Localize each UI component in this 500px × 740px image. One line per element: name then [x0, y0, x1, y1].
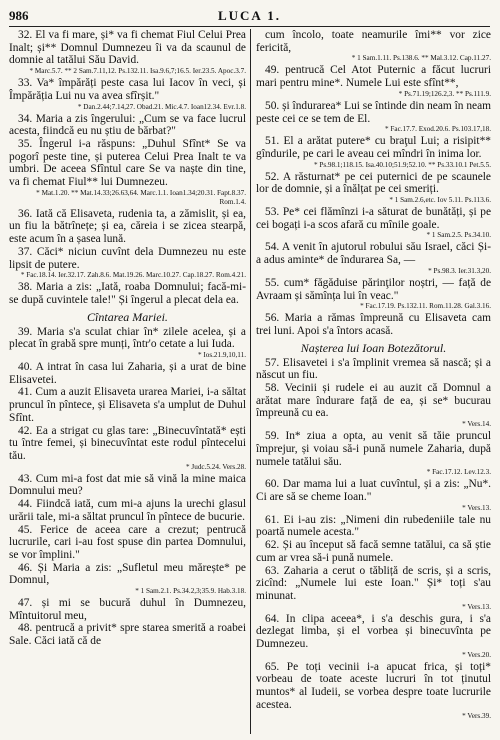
verse-text: 52. A răsturnat* pe cei puternici de pe scaunele lor de domnie, și a înălțat pe cei smeriți.: [256, 170, 491, 196]
verse: [9, 326, 246, 351]
cross-reference: * Dan.2.44;7.14,27. Obad.21. Mic.4.7. Ioan12.34. Evr.1.8.: [77, 102, 246, 111]
page-title: LUCA 1.: [217, 8, 282, 23]
verse-text: 46. Și Maria a zis: „Sufletul meu mărește* pe Domnul,: [9, 561, 246, 587]
verse: [256, 29, 491, 54]
cross-reference: * Vers.13.: [462, 602, 491, 611]
cross-reference: * 1 Sam.2.5. Ps.34.10.: [426, 231, 491, 240]
cross-reference: * Marc.5.7. ** 2 Sam.7.11,12. Ps.132.11. Isa.9.6,7;16.5. Ier.23.5. Apoc.3.7.: [29, 67, 246, 76]
verse-text: 38. Maria a zis: „Iată, roaba Domnului; facă-mi-se după cuvintele tale!" Și îngerul a plecat dela ea.: [9, 281, 246, 306]
verse-text: 59. In* ziua a opta, au venit să tăie pruncul împrejur, și voiau să-i pună numele Zaharia, după numele tatălui său.: [256, 430, 491, 468]
cross-reference: * Ps.98.3. Ier.31.3,20.: [428, 266, 491, 275]
verse-text: 44. Fiindcă iată, cum mi-a ajuns la urechi glasul urării tale, mi-a săltat pruncul în pîntece de bucurie.: [9, 498, 246, 523]
verse-text: 39. Maria s'a sculat chiar în* zilele acelea, și a plecat în grabă spre munți, într'o cetate a lui Iuda.: [9, 325, 246, 351]
verse: [9, 498, 246, 523]
verse-text: 33. Va* împărăți peste casa lui Iacov în veci, și Împărăția Lui nu va avea sfîrșit.": [9, 77, 246, 102]
verse-text: 45. Ferice de aceea care a crezut; pentrucă lucrurile, cari i-au fost spuse din partea Domnului, se vor împlini.": [9, 523, 246, 561]
verse: [9, 77, 246, 102]
verse: [256, 357, 491, 382]
right-column: [256, 29, 491, 734]
verse-text: 49. pentrucă Cel Atot Puternic a făcut lucruri mari pentru mine*. Numele Lui este sfînt**,: [256, 64, 491, 90]
verse-text: cum încolo, toate neamurile îmi** vor zice fericită,: [256, 29, 491, 54]
verse: [256, 565, 491, 603]
verse-text: 56. Maria a rămas împreună cu Elisaveta cam trei luni. Apoi s'a întors acasă.: [256, 312, 491, 337]
cross-reference: * Fac.17.7. Exod.20.6. Ps.103.17,18.: [384, 125, 491, 134]
verse: [256, 171, 491, 196]
verse: [256, 277, 491, 302]
left-column: [9, 29, 246, 734]
verse: [256, 241, 491, 266]
verse: [256, 100, 491, 125]
cross-reference: * Vers.20.: [462, 650, 491, 659]
verse-text: 58. Vecinii și rudele ei au auzit că Domnul a arătat mare îndurare față de ea, și se* bucurau împreună cu ea.: [256, 382, 491, 420]
verse: [9, 473, 246, 498]
verse: [9, 597, 246, 622]
verse-text: 50. și îndurarea* Lui se întinde din neam în neam peste cei ce se tem de El.: [256, 99, 491, 125]
verse: [9, 386, 246, 424]
verse: [256, 661, 491, 712]
cross-reference: * Judc.5.24. Vers.28.: [186, 462, 246, 471]
verse: [256, 430, 491, 468]
verse: [9, 113, 246, 138]
verse: [9, 281, 246, 306]
verse-text: 42. Ea a strigat cu glas tare: „Binecuvîntată* ești tu între femei, și binecuvîntat este rodul pîntecelui tău.: [9, 424, 246, 462]
cross-reference: * 1 Sam.2.6,etc. Iov 5.11. Ps.113.6.: [389, 196, 491, 205]
verse-text: 63. Zaharia a cerut o tăbliță de scris, și a scris, zicînd: „Numele lui este Ioan." Și* toți s'au minunat.: [256, 564, 491, 602]
cross-reference: * Fac.17.19. Ps.132.11. Rom.11.28. Gal.3.16.: [360, 302, 491, 311]
cross-reference: * 1 Sam.2.1. Ps.34.2,3;35.9. Hab.3.18.: [135, 587, 246, 596]
verse-text: 35. Îngerul i-a răspuns: „Duhul Sfînt* Se va pogorî peste tine, și puterea Celui Prea Inalt te va umbri. De aceea Sfîntul care Se va naște din tine, va fi chemat Fiul** lui Dumnezeu.: [9, 137, 246, 189]
cross-reference: * 1 Sam.1.11. Ps.138.6. ** Mal.3.12. Cap.11.27.: [351, 54, 491, 63]
cross-reference: * Ps.98.1;118.15. Isa.40.10;51.9;52.10. ** Ps.33.10.1 Pet.5.5.: [313, 160, 491, 169]
verse: [256, 478, 491, 503]
verse: [256, 613, 491, 651]
verse-text: 60. Dar mama lui a luat cuvîntul, și a zis: „Nu*. Ci are să se cheme Ioan.": [256, 478, 491, 503]
verse: [256, 382, 491, 420]
verse-text: 32. El va fi mare, și* va fi chemat Fiul Celui Prea Inalt; și** Domnul Dumnezeu îi va da scaunul de domnie al tatălui Său David.: [9, 29, 246, 67]
cross-reference: * Fac.17.12. Lev.12.3.: [426, 468, 491, 477]
verse-text: 54. A venit în ajutorul robului său Israel, căci Și-a adus aminte* de îndurarea Sa, —: [256, 241, 491, 267]
header-rule: [9, 26, 490, 27]
verse: [9, 208, 246, 246]
page-number: 986: [9, 8, 29, 23]
verse: [9, 562, 246, 587]
verse-text: 62. Și au început să facă semne tatălui, ca să știe cum ar vrea să-i pună numele.: [256, 539, 491, 564]
cross-reference: * Mat.1.20. ** Mat.14.33;26.63,64. Marc.1.1. Ioan1.34;20.31. Fapt.8.37. Rom.1.4.: [36, 188, 246, 206]
page-header: [9, 8, 490, 24]
verse: [256, 312, 491, 337]
section-heading: Nașterea lui Ioan Botezătorul.: [300, 340, 447, 355]
verse: [256, 135, 491, 160]
verse: [256, 539, 491, 564]
verse-text: 37. Căci* niciun cuvînt dela Dumnezeu nu este lipsit de putere.: [9, 245, 246, 271]
verse-text: 55. cum* făgăduise părinţilor noștri, — față de Avraam și sămînța lui în veac.": [256, 276, 491, 302]
verse: [256, 206, 491, 231]
verse: [9, 361, 246, 386]
verse: [9, 138, 246, 189]
verse: [9, 524, 246, 562]
section-heading: Cîntarea Mariei.: [87, 309, 168, 324]
verse-text: 40. A intrat în casa lui Zaharia, și a urat de bine Elisavetei.: [9, 361, 246, 386]
verse-text: 36. Iată că Elisaveta, rudenia ta, a zămislit, și ea, un fiu la bătrînețe; și ea, căreia i se zicea stearpă, este acum în a șasea lună.: [9, 207, 246, 246]
verse-text: 34. Maria a zis îngerului: „Cum se va face lucrul acesta, fiindcă eu nu știu de bărbat?": [9, 112, 246, 138]
verse-text: 64. In clipa aceea*, i s'a deschis gura, i s'a dezlegat limba, și el vorbea și binecuvînta pe Dumnezeu.: [256, 612, 491, 651]
verse-text: 51. El a arătat putere* cu braţul Lui; a risipit** gîndurile, pe cari le aveau cei mîndri în inima lor.: [256, 135, 491, 160]
cross-reference: * Ps.71.19;126.2,3. ** Ps.111.9.: [398, 89, 491, 98]
verse-text: 41. Cum a auzit Elisaveta urarea Mariei, i-a săltat pruncul în pîntece, și Elisaveta s'a umplut de Duhul Sfînt.: [9, 386, 246, 424]
verse-text: 48. pentrucă a privit* spre starea smerită a roabei Sale. Căci iată că de: [9, 622, 246, 648]
verse-text: 61. Ei i-au zis: „Nimeni din rubedeniile tale nu poartă numele acesta.": [256, 513, 491, 539]
verse: [256, 514, 491, 539]
cross-reference: * Ios.21.9,10,11.: [197, 351, 246, 360]
verse: [9, 246, 246, 271]
verse-text: 65. Pe toți vecinii i-a apucat frica, și toți* vorbeau de toate aceste lucruri în tot ținutul muntos* al Iudeii, se vorbea despre toate lucrurile acestea.: [256, 660, 491, 711]
verse-text: 47. și mi se bucură duhul în Dumnezeu, Mîntuitorul meu,: [9, 597, 246, 622]
column-divider: [250, 29, 251, 734]
verse: [9, 425, 246, 463]
verse-text: 43. Cum mi-a fost dat mie să vină la mine maica Domnului meu?: [9, 472, 246, 498]
verse: [9, 622, 246, 647]
verse: [256, 64, 491, 89]
verse-text: 57. Elisavetei i s'a împlinit vremea să nască; și a născut un fiu.: [256, 356, 491, 382]
verse-text: 53. Pe* cei flămînzi i-a săturat de bunătăți, și pe cei bogați i-a scos afară cu mînile goale.: [256, 206, 491, 231]
cross-reference: * Vers.14.: [462, 420, 491, 429]
cross-reference: * Fac.18.14. Ier.32.17. Zah.8.6. Mat.19.26. Marc.10.27. Cap.18.27. Rom.4.21.: [20, 271, 246, 280]
cross-reference: * Vers.39.: [462, 711, 491, 720]
cross-reference: * Vers.13.: [462, 503, 491, 512]
verse: [9, 29, 246, 67]
